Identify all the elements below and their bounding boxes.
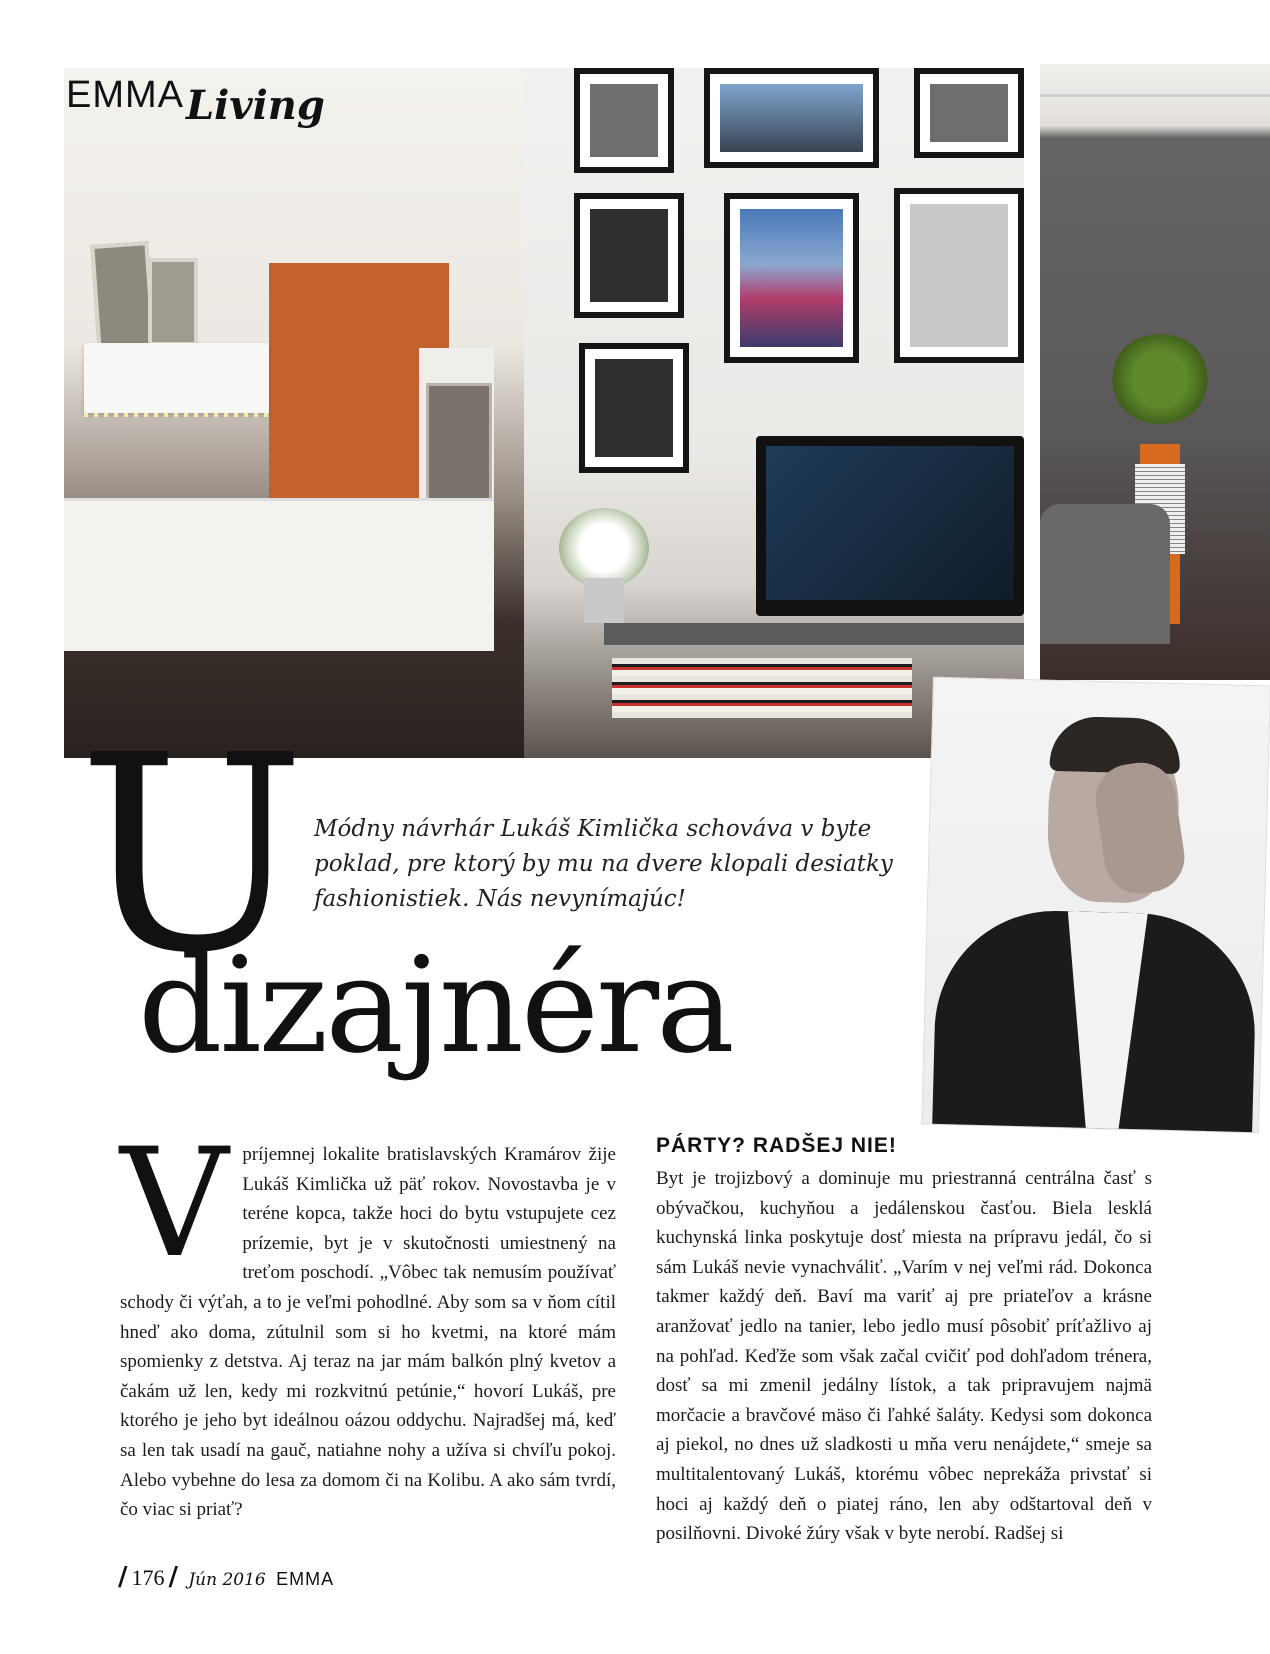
flower-bouquet [559, 508, 649, 588]
framed-photo [579, 343, 689, 473]
living-room-photo [524, 68, 1024, 758]
drop-cap: V [120, 1117, 229, 1291]
potted-plant [1110, 334, 1210, 424]
headline-word: dizajnéra [138, 929, 732, 1083]
slash-icon: / [168, 1562, 178, 1592]
headline-initial: U [78, 697, 300, 1012]
lede: Módny návrhár Lukáš Kimlička schováva v byte poklad, pre ktorý by mu na dvere klopali desiatky fashionistiek. Nás nevynímajúc! [314, 816, 893, 912]
article-column-right: Byt je trojizbový a dominuje mu priestranná centrálna časť s obývačkou, kuchyňou a jedálenskou časťou. Biela lesklá kuchynská linka poskytuje dosť miesta na prípravu jedál, čo si sám Lukáš nevie vynachváliť. „Varím v nej veľmi rád. Dokonca takmer každý deň. Baví ma variť aj pre priateľov a krásne aranžovať jedlo na tanier, lebo jedlo musí pôsobiť príťažlivo aj na pohľad. Keďže som však začal cvičiť pod dohľadom trénera, dosť sa mi zmenil jedálny lístok, a tak pripravujem najmä morčacie a bravčové mäso či ľahké šaláty. Kedysi som dokonca aj piekol, no dnes už sladkosti u mňa veru nenájdete,“ smeje sa multitalentovaný Lukáš, ktorému vôbec neprekáža privstať si hoci aj každý deň o piatej ráno, len aby odštartoval deň v posilňovni. Divoké žúry však v byte nerobí. Radšej si [656, 1168, 1152, 1545]
article-text-left: príjemnej lokalite bratislavských Kramárov žije Lukáš Kimlička už päť rokov. Novostavba je v teréne kopca, takže hoci do bytu vstupujete cez prízemie, byt je v skutočnosti umiestnený na treťom poschodí. „Vôbec tak nemusím používať schody či výťah, a to je veľmi pohodlné. Aby som sa v ňom cítil hneď ako doma, zútulnil som si ho kvetmi, na ktoré mám spomienky z detstva. Aj teraz na jar mám balkón plný kvetov a čakám už len, kedy mi rozkvitnú petúnie,“ hovorí Lukáš, pre ktorého je jeho byt ideálnou oázou oddychu. Najradšej má, keď sa len tak usadí na gauč, natiahne nohy a užíva si chvíľu pokoj. Alebo vybehne do lesa za domom či na Kolibu. A ako sám tvrdí, čo viac si priať? [120, 1144, 616, 1521]
kitchen-photo [64, 68, 524, 758]
vase [584, 578, 624, 623]
framed-photo [724, 193, 859, 363]
section-heading: PÁRTY? RADŠEJ NIE! [656, 1134, 897, 1157]
magazine-name: EMMA [276, 1569, 335, 1589]
sofa [1040, 504, 1170, 644]
section-label: Living [186, 82, 325, 129]
hair [1049, 716, 1180, 774]
wall-art [90, 241, 155, 353]
string-lights [84, 413, 274, 417]
wall-art [148, 258, 198, 346]
framed-photo [704, 68, 879, 168]
page-footer [118, 1562, 334, 1592]
book-shelf [612, 658, 912, 718]
framed-photo [574, 193, 684, 318]
oven [426, 383, 492, 509]
framed-photo [914, 68, 1024, 158]
interior-corner-photo [1040, 64, 1270, 680]
upper-cabinets [84, 343, 269, 413]
lower-cabinets [64, 498, 494, 651]
page-number: 176 [131, 1565, 165, 1590]
slash-icon: / [118, 1562, 128, 1592]
issue-date: Jún 2016 [188, 1570, 266, 1590]
designer-portrait [922, 678, 1270, 1133]
tv-console [604, 623, 1024, 645]
framed-photo [574, 68, 674, 173]
light-rail [1040, 94, 1270, 97]
framed-photo [894, 188, 1024, 363]
brand-logo: EMMA [66, 74, 184, 116]
television [756, 436, 1024, 616]
article-column-left [120, 1117, 616, 1525]
